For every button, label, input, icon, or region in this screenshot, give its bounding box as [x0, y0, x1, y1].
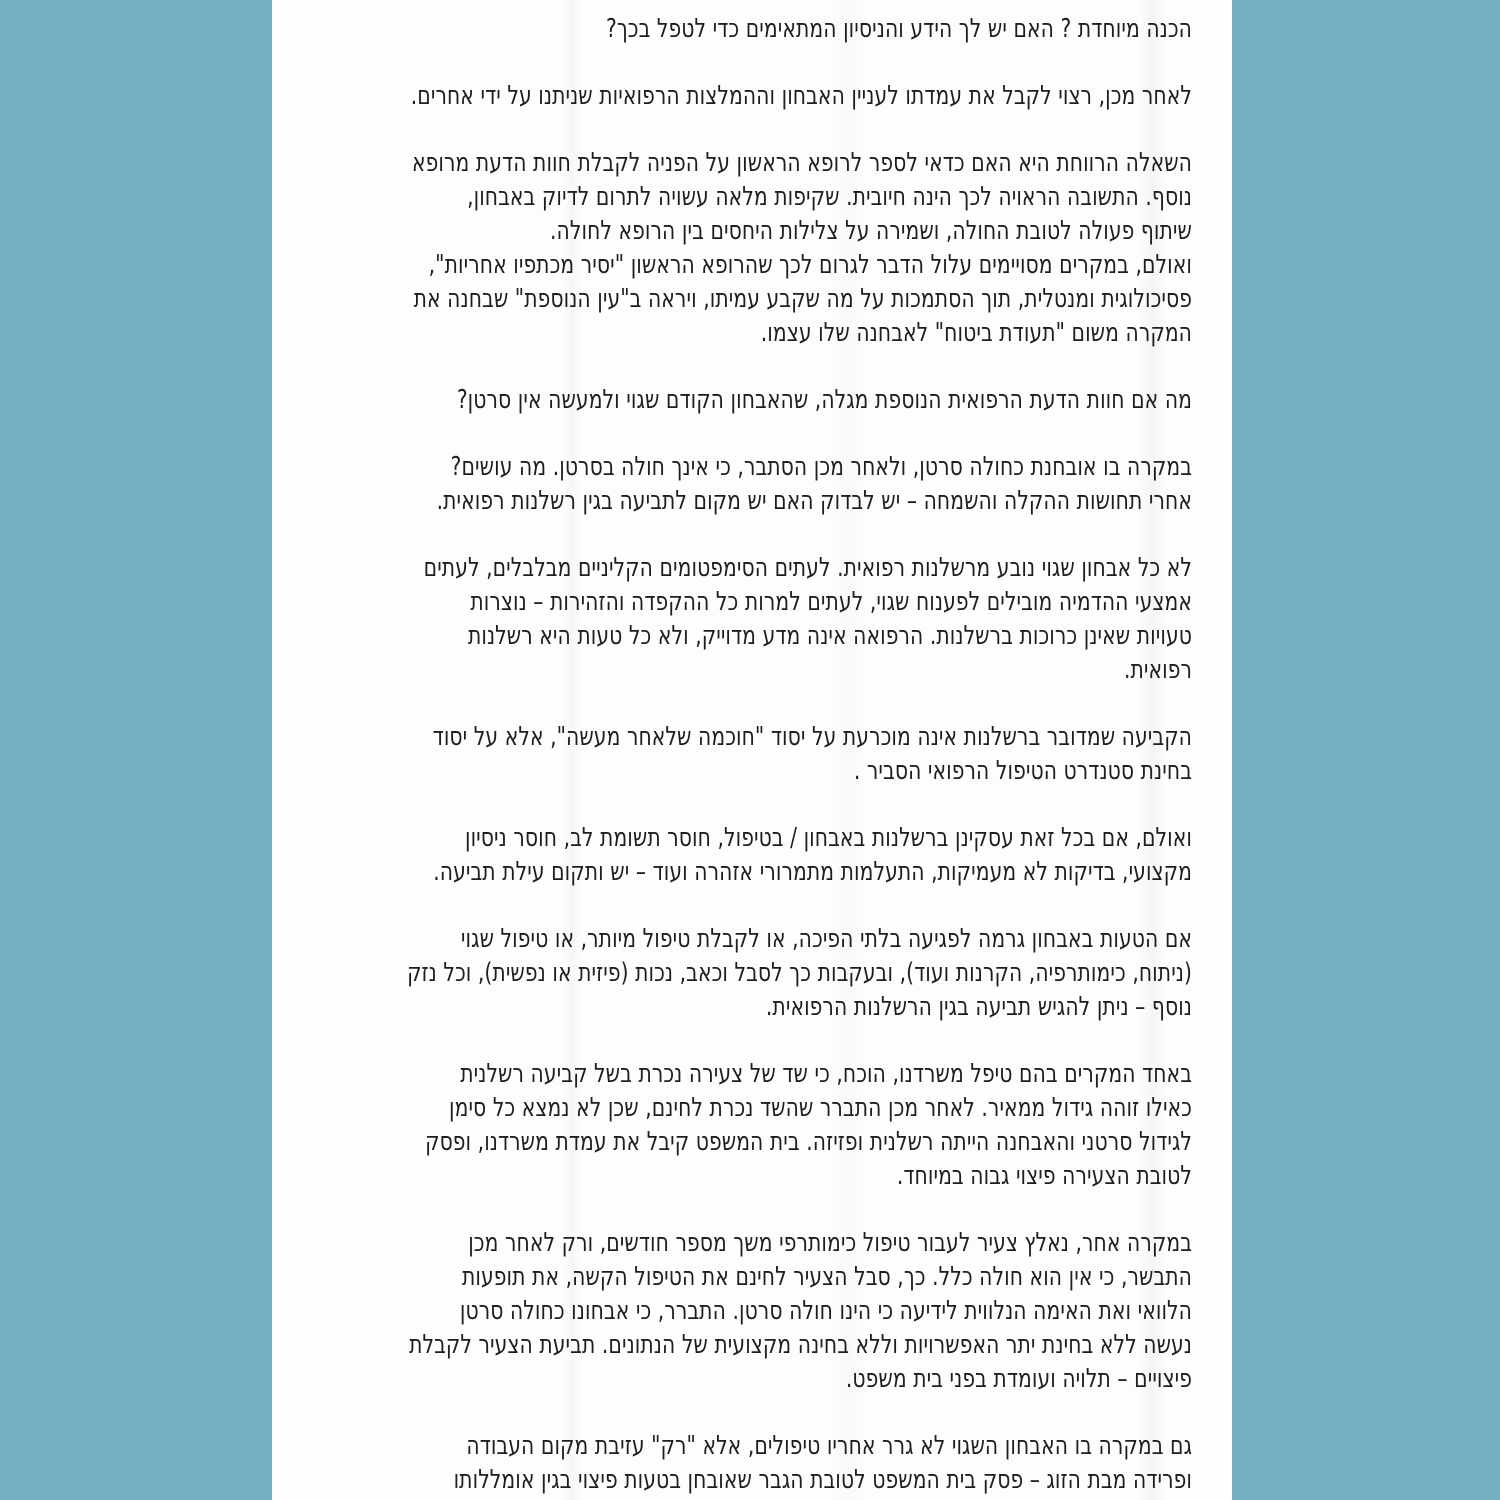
text-line: לטובת הצעירה פיצוי גבוה במיוחד.: [896, 1161, 1192, 1191]
text-line: נעשה ללא בחינת יתר האפשרויות וללא בחינה מקצועית של הנתונים. תביעת הצעיר לקבלת: [409, 1330, 1192, 1360]
text-line: במקרה אחר, נאלץ צעיר לעבור טיפול כימותרפי משך מספר חודשים, ורק לאחר מכן: [468, 1228, 1192, 1258]
text-line: הקביעה שמדובר ברשלנות אינה מוכרעת על יסוד "חוכמה שלאחר מעשה", אלא על יסוד: [432, 722, 1192, 752]
text-line: לא כל אבחון שגוי נובע מרשלנות רפואית. לעתים הסימפטומים הקליניים מבלבלים, לעתים: [423, 553, 1192, 583]
text-line: טעויות שאינן כרוכות ברשלנות. הרפואה אינה מדע מדוייק, ולא כל טעות היא רשלנות: [467, 621, 1192, 651]
text-line: נוסף. התשובה הראויה לכך הינה חיובית. שקיפות מלאה עשויה לתרום לדיוק באבחון,: [467, 182, 1192, 212]
paragraph: [330, 383, 1192, 417]
text-line: הלוואי ואת האימה הנלווית לידיעה כי הינו חולה סרטן. התברר, כי אבחונו כחולה סרטן: [459, 1296, 1192, 1326]
text-line: באחד המקרים בהם טיפל משרדנו, הוכח, כי שד של צעירה נכרת בשל קביעה רשלנית: [460, 1059, 1192, 1089]
text-line: התבשר, כי אין הוא חולה כלל. כך, סבל הצעיר לחינם את הטיפול הקשה, את תופעות: [461, 1262, 1192, 1292]
text-line: רפואית.: [1123, 655, 1192, 685]
paragraph: [330, 79, 1192, 113]
text-line: ואולם, אם בכל זאת עסקינן ברשלנות באבחון / בטיפול, חוסר תשומת לב, חוסר ניסיון: [464, 823, 1192, 853]
text-line: במקרה בו אובחנת כחולה סרטן, ולאחר מכן הסתבר, כי אינך חולה בסרטן. מה עושים?: [450, 452, 1192, 482]
text-line: אחרי תחושות ההקלה והשמחה – יש לבדוק האם יש מקום לתביעה בגין רשלנות רפואית.: [436, 486, 1192, 516]
text-line: שיתוף פעולה לטובת החולה, ושמירה על צלילות היחסים בין הרופא לחולה.: [550, 216, 1192, 246]
text-line: מה אם חוות הדעת הרפואית הנוספת מגלה, שהאבחון הקודם שגוי ולמעשה אין סרטן?: [456, 385, 1192, 415]
text-line: לאחר מכן, רצוי לקבל את עמדתו לעניין האבחון וההמלצות הרפואיות שניתנו על ידי אחרים.: [410, 81, 1193, 111]
paragraph: [330, 551, 1192, 687]
paragraph: [330, 1057, 1192, 1193]
text-line: המקרה משום "תעודת ביטוח" לאבחנה שלו עצמו.: [760, 318, 1192, 348]
text-line: אם הטעות באבחון גרמה לפגיעה בלתי הפיכה, או לקבלת טיפול מיותר, או טיפול שגוי: [460, 924, 1192, 954]
paragraph: [330, 146, 1192, 350]
text-line: כאילו זוהה גידול ממאיר. לאחר מכן התברר שהשד נכרת לחינם, שכן לא נמצא כל סימן: [448, 1093, 1192, 1123]
paragraph: [330, 821, 1192, 889]
paragraph: [330, 12, 1192, 46]
text-line: הכנה מיוחדת ? האם יש לך הידע והניסיון המתאימים כדי לטפל בכך?: [605, 14, 1192, 44]
text-line: מקצועי, בדיקות לא מעמיקות, התעלמות מתמרורי אזהרה ועוד – יש ותקום עילת תביעה.: [433, 857, 1193, 887]
text-line: (ניתוח, כימותרפיה, הקרנות ועוד), ובעקבות כך לסבל וכאב, נכות (פיזית או נפשית), וכל נזק: [407, 958, 1192, 988]
paragraph: [330, 1226, 1192, 1396]
text-line: פסיכולוגית ומנטלית, תוך הסתמכות על מה שקבע עמיתו, ויראה ב"עין הנוספת" שבחנה את: [413, 284, 1192, 314]
text-line: בחינת סטנדרט הטיפול הרפואי הסביר .: [853, 756, 1192, 786]
text-line: פיצויים – תלויה ועומדת בפני בית משפט.: [845, 1364, 1192, 1394]
text-line: גם במקרה בו האבחון השגוי לא גרר אחריו טיפולים, אלא "רק" עזיבת מקום העבודה: [466, 1431, 1192, 1461]
document-page: [272, 0, 1232, 1500]
paragraph: [330, 922, 1192, 1024]
text-line: השאלה הרווחת היא האם כדאי לספר לרופא הראשון על הפניה לקבלת חוות הדעת מרופא: [411, 148, 1192, 178]
text-line: ואולם, במקרים מסויימים עלול הדבר לגרום לכך שהרופא הראשון "יסיר מכתפיו אחריות",: [428, 250, 1192, 280]
text-line: ופרידה מבת הזוג – פסק בית המשפט לטובת הגבר שאובחן בטעות פיצוי בגין אומללותו: [453, 1465, 1193, 1495]
text-line: לגידול סרטני והאבחנה הייתה רשלנית ופזיזה. בית המשפט קיבל את עמדת משרדנו, ופסק: [425, 1127, 1193, 1157]
text-line: נוסף – ניתן להגיש תביעה בגין הרשלנות הרפואית.: [765, 992, 1192, 1022]
paragraph: [330, 1429, 1192, 1497]
paragraph: [330, 450, 1192, 518]
paragraph: [330, 720, 1192, 788]
text-line: אמצעי ההדמיה מובילים לפענוח שגוי, לעתים למרות כל ההקפדה והזהירות – נוצרות: [470, 587, 1192, 617]
text-area: [330, 12, 1192, 1497]
